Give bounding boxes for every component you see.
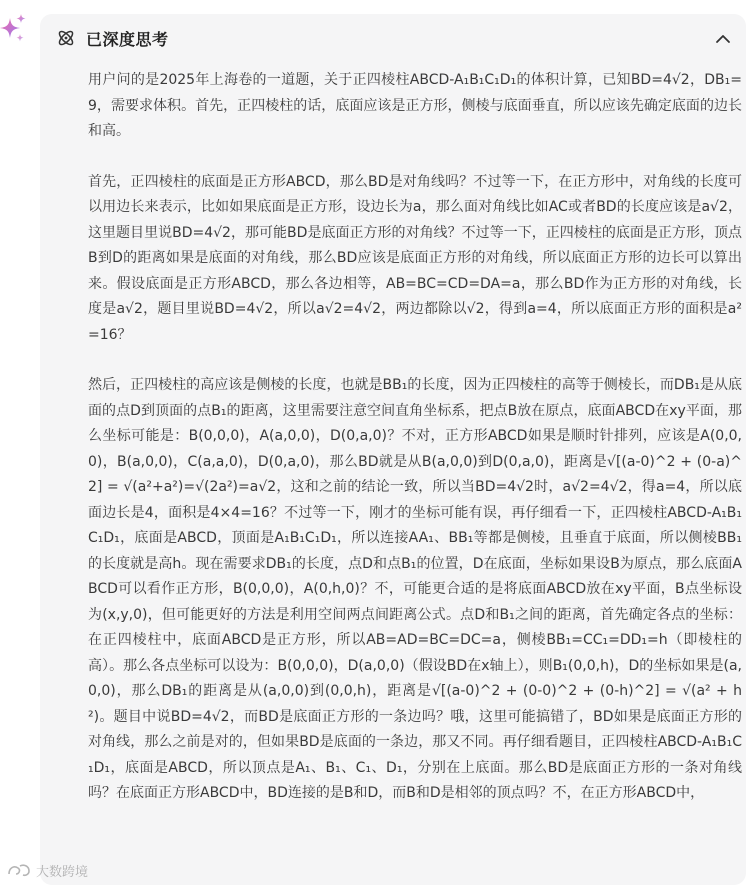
thinking-paragraph: 首先，正四棱柱的底面是正方形ABCD，那么BD是对角线吗？不过等一下，在正方形中，对角线的长度可以用边长来表示，比如如果底面是正方形，设边长为a，那么面对角线比如AC或者BD的长度应该是a√2，这里题目里说BD=4√2，那可能BD是底面正方形的对角线？不过等一下，正四棱柱的底面是正方形，顶点B到D的距离如果是底面的对角线，那么BD应该是底面正方形的对角线，所以底面正方形的边长可以算出来。假设底面是正方形ABCD，那么各边相等，AB=BC=CD=DA=a，那么BD作为正方形的对角线，长度是a√2，题目里说BD=4√2，所以a√2=4√2，两边都除以√2，得到a=4，所以底面正方形的面积是a²=16？ xyxy=(88,173,742,343)
thinking-paragraph: 然后，正四棱柱的高应该是侧棱的长度，也就是BB₁的长度，因为正四棱柱的高等于侧棱长，而DB₁是从底面的点D到顶面的点B₁的距离，这里需要注意空间直角坐标系，把点B放在原点，底面ABCD在xy平面，那么坐标可能是：B(0,0,0)，A(a,0,0)，D(0,a,0)？不对，正方形ABCD如果是顺时针排列，应该是A(0,0,0)，B(a,0,0)，C(a,a,0)，D(0,a,0)，那么BD就是从B(a,0,0)到D(0,a,0)，距离是√[(a-0)^2 + (0-a)^2] = √(a²+a²)=√(2a²)=a√2，这和之前的结论一致，所以当BD=4√2时，a√2=4√2，得a=4，所以底面边长是4，面积是4×4=16？不过等一下，刚才的坐标可能有误，再仔细看一下，正四棱柱ABCD-A₁B₁C₁D₁，底面是ABCD，顶面是A₁B₁C₁D₁，所以连接AA₁、BB₁等都是侧棱，且垂直于底面，所以侧棱BB₁的长度就是高h。现在需要求DB₁的长度，点D和点B₁的位置，D在底面，坐标如果设B为原点，那么底面ABCD可以看作正方形，B(0,0,0)，A(0,h,0)？不，可能更合适的是将底面ABCD放在xy平面，B点坐标设为(x,y,0)，但可能更好的方法是利用空间两点间距离公式。点D和B₁之间的距离，首先确定各点的坐标：在正四棱柱中，底面ABCD是正方形，所以AB=AD=BC=DC=a，侧棱BB₁=CC₁=DD₁=h（即棱柱的高）。那么各点坐标可以设为：B(0,0,0)，D(a,0,0)（假设BD在x轴上），则B₁(0,0,h)，D的坐标如果是(a,0,0)，那么DB₁的距离是从(a,0,0)到(0,0,h)，距离是√[(a-0)^2 + (0-0)^2 + (0-h)^2] = √(a² + h²)。题目中说BD=4√2，而BD是底面正方形的一条边吗？哦，这里可能搞错了，BD如果是底面正方形的对角线，那么之前是对的，但如果BD是底面的一条边，那又不同。再仔细看题目，正四棱柱ABCD-A₁B₁C₁D₁，底面是ABCD，所以顶点是A₁、B₁、C₁、D₁，分别在上底面。那么BD是底面正方形的一条对角线吗？在底面正方形ABCD中，BD连接的是B和D，而B和D是相邻的顶点吗？不，在正方形ABCD中， xyxy=(88,377,742,801)
atom-icon xyxy=(56,28,76,48)
thinking-content xyxy=(88,68,742,832)
chevron-up-icon[interactable] xyxy=(712,28,734,50)
panel-title: 已深度思考 xyxy=(86,30,169,49)
thinking-paragraph: 用户问的是2025年上海卷的一道题，关于正四棱柱ABCD-A₁B₁C₁D₁的体积计算，已知BD=4√2，DB₁=9，需要求体积。首先，正四棱柱的话，底面应该是正方形，侧棱与底面垂直，所以应该先确定底面的边长和高。 xyxy=(88,72,742,139)
panel-header[interactable] xyxy=(40,14,746,62)
brand-logo-icon xyxy=(6,862,32,878)
watermark-text: 大数跨境 xyxy=(36,864,89,880)
sparkle-icon xyxy=(0,12,28,46)
watermark xyxy=(6,858,88,882)
deep-thinking-panel xyxy=(40,14,746,885)
